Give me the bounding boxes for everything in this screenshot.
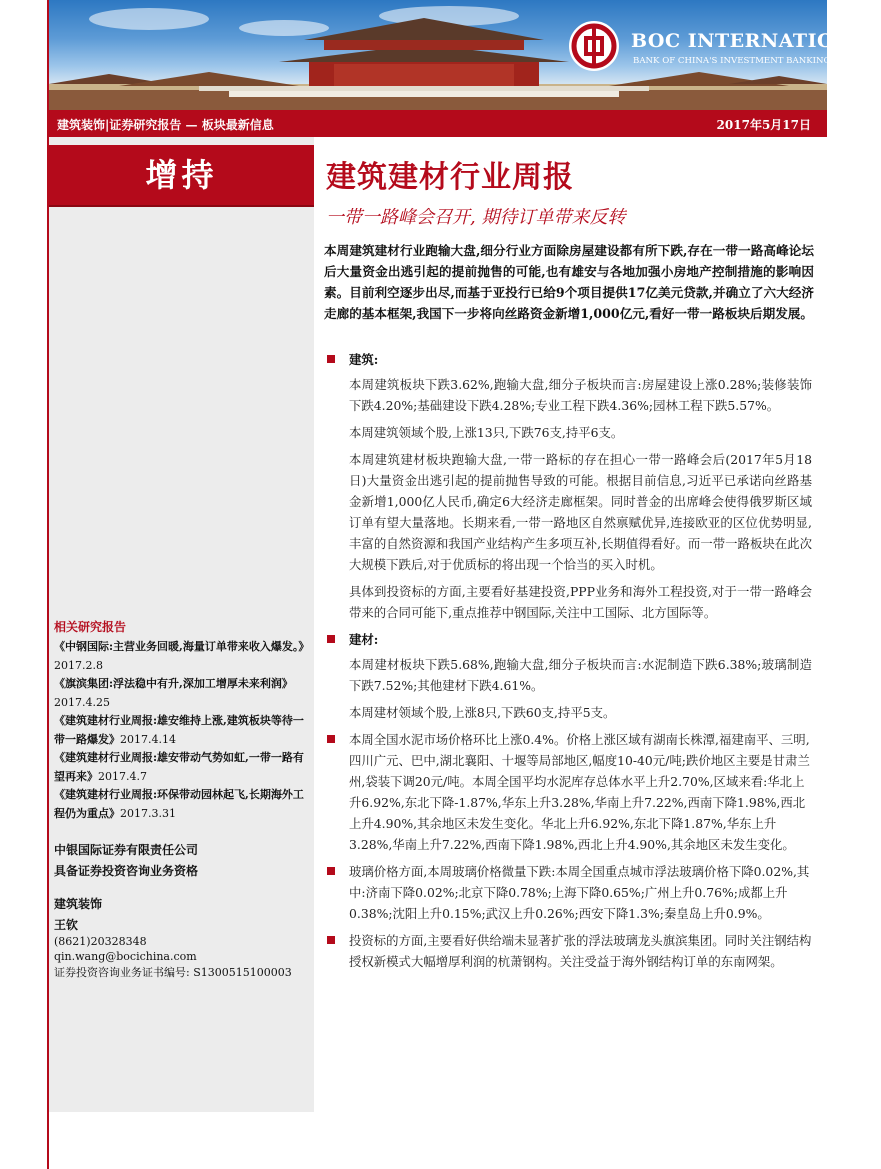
analyst-sector: 建筑装饰 xyxy=(54,897,103,911)
investment-bullet: 投资标的方面,主要看好供给端未显著扩张的浮法玻璃龙头旗滨集团。同时关注钢结构授权新模式大幅增厚利润的杭萧钢构。关注受益于海外钢结构订单的东南网架。 xyxy=(325,930,812,972)
related-report-date: 2017.3.31 xyxy=(120,806,176,820)
related-report-date: 2017.2.8 xyxy=(54,658,103,672)
analyst-name: 王钦 xyxy=(54,918,79,932)
report-title: 建筑建材行业周报 xyxy=(326,160,574,195)
construction-paragraph-1: 本周建筑板块下跌3.62%,跑输大盘,细分子板块而言:房屋建设上涨0.28%;装修装饰下跌4.20%;基础建设下跌4.28%;专业工程下跌4.36%;园林工程下跌5.57%。 xyxy=(349,377,812,413)
materials-paragraph-2: 本周建材领域个股,上涨8只,下跌60支,持平5支。 xyxy=(349,705,616,720)
cement-bullet: 本周全国水泥市场价格环比上涨0.4%。价格上涨区域有湖南长株潭,福建南平、三明,四川广元、巴中,湖北襄阳、十堰等局部地区,幅度10-40元/吨;跌价地区主要是甘肃兰州,袋装下调20元/吨。本周全国平均水泥库存总体水平上升2.70%,区域来看:华北上升6.92%,东北下降-1.87%,华东上升3.28%,华南上升7.22%,西南下降1.98%,西北上升4.90%,其余地区未发生变化。华北上升6.92%,东北下降1.87%,华东上升3.28%,华南上升7.22%,西南下降1.98%,西北上升4.90%,其余地区未发生变化。 xyxy=(325,729,812,855)
main-content xyxy=(325,349,812,978)
related-report-title: 《旗滨集团:浮法稳中有升,深加工增厚未来利润》 xyxy=(54,677,293,690)
company-name: 中银国际证券有限责任公司 xyxy=(54,843,199,857)
brand-subtitle: BANK OF CHINA'S INVESTMENT BANKING GROUP xyxy=(633,56,867,66)
construction-paragraph-2: 本周建筑领域个股,上涨13只,下跌76支,持平6支。 xyxy=(349,425,624,440)
related-report-title: 《中钢国际:主营业务回暖,海量订单带来收入爆发。》 xyxy=(54,640,310,653)
report-subtitle: 一带一路峰会召开, 期待订单带来反转 xyxy=(326,207,626,228)
related-report-date: 2017.4.25 xyxy=(54,695,110,709)
analyst-email[interactable]: qin.wang@bocichina.com xyxy=(54,950,197,963)
materials-paragraph-1: 本周建材板块下跌5.68%,跑输大盘,细分子板块而言:水泥制造下跌6.38%;玻璃制造下跌7.52%;其他建材下跌4.61%。 xyxy=(349,657,812,693)
rating-underline xyxy=(49,205,314,207)
boc-logo-icon xyxy=(569,21,619,71)
related-report-title: 《建筑建材行业周报:雄安维持上涨,建筑板块等待一带一路爆发》 xyxy=(54,714,304,746)
rating-box xyxy=(49,145,314,205)
related-report-item[interactable] xyxy=(54,712,312,749)
analyst-phone: (8621)20328348 xyxy=(54,934,147,948)
related-report-item[interactable] xyxy=(54,675,312,712)
analyst-license: 证券投资咨询业务证书编号: S1300515100003 xyxy=(54,965,292,979)
analyst-info xyxy=(54,918,292,980)
related-report-item[interactable] xyxy=(54,786,312,823)
related-report-item[interactable] xyxy=(54,749,312,786)
header-banner xyxy=(49,0,881,110)
related-report-title: 《建筑建材行业周报:环保带动园林起飞,长期海外工程仍为重点》 xyxy=(54,788,304,820)
report-info-bar xyxy=(49,110,827,137)
report-date: 2017年5月17日 xyxy=(716,118,811,132)
related-report-date: 2017.4.14 xyxy=(120,732,176,746)
company-qualification: 具备证券投资咨询业务资格 xyxy=(54,864,199,878)
construction-heading: 建筑: xyxy=(325,349,812,370)
report-category: 建筑装饰|证券研究报告 — 板块最新信息 xyxy=(57,118,274,132)
palace-illustration xyxy=(49,0,827,110)
materials-heading: 建材: xyxy=(325,629,812,650)
rating-label: 增持 xyxy=(145,156,218,194)
related-report-title: 《建筑建材行业周报:雄安带动气势如虹,一带一路有望再来》 xyxy=(54,751,304,783)
related-reports-list xyxy=(54,638,312,823)
construction-paragraph-4: 具体到投资标的方面,主要看好基建投资,PPP业务和海外工程投资,对于一带一路峰会带来的合同可能下,重点推荐中钢国际,关注中工国际、北方国际等。 xyxy=(349,584,812,620)
company-info xyxy=(54,840,198,882)
glass-bullet: 玻璃价格方面,本周玻璃价格微量下跌:本周全国重点城市浮法玻璃价格下降0.02%,其中:济南下降0.02%;北京下降0.78%;上海下降0.65%;广州上升0.76%;成都上升0.38%;沈阳上升0.15%;武汉上升0.26%;西安下降1.3%;秦皇岛上升0.9%。 xyxy=(325,861,812,924)
brand-name: BOC INTERNATIONAL xyxy=(631,30,881,52)
related-report-item[interactable] xyxy=(54,638,312,675)
summary-paragraph: 本周建筑建材行业跑输大盘,细分行业方面除房屋建设都有所下跌,存在一带一路高峰论坛后大量资金出逃引起的提前抛售的可能,也有雄安与各地加强小房地产控制措施的影响因素。目前利空逐步出尽,而基于亚投行已给9个项目提供17亿美元贷款,并确立了六大经济走廊的基本框架,我国下一步将向丝路资金新增1,000亿元,看好一带一路板块后期发展。 xyxy=(324,243,814,321)
related-reports-heading: 相关研究报告 xyxy=(54,620,127,634)
related-report-date: 2017.4.7 xyxy=(98,769,147,783)
construction-paragraph-3: 本周建筑建材板块跑输大盘,一带一路标的存在担心一带一路峰会后(2017年5月18日)大量资金出逃引起的提前抛售导致的可能。根据目前信息,习近平已承诺向丝路基金新增1,000亿人民币,确定6大经济走廊框架。同时普金的出席峰会使得俄罗斯区域订单有望大量落地。长期来看,一带一路地区自然禀赋优异,连接欧亚的区位优势明显,丰富的自然资源和我国产业结构产生多项互补,长期值得看好。而一带一路板块在此次大规模下跌后,对于优质标的将出现一个恰当的买入时机。 xyxy=(349,452,812,572)
